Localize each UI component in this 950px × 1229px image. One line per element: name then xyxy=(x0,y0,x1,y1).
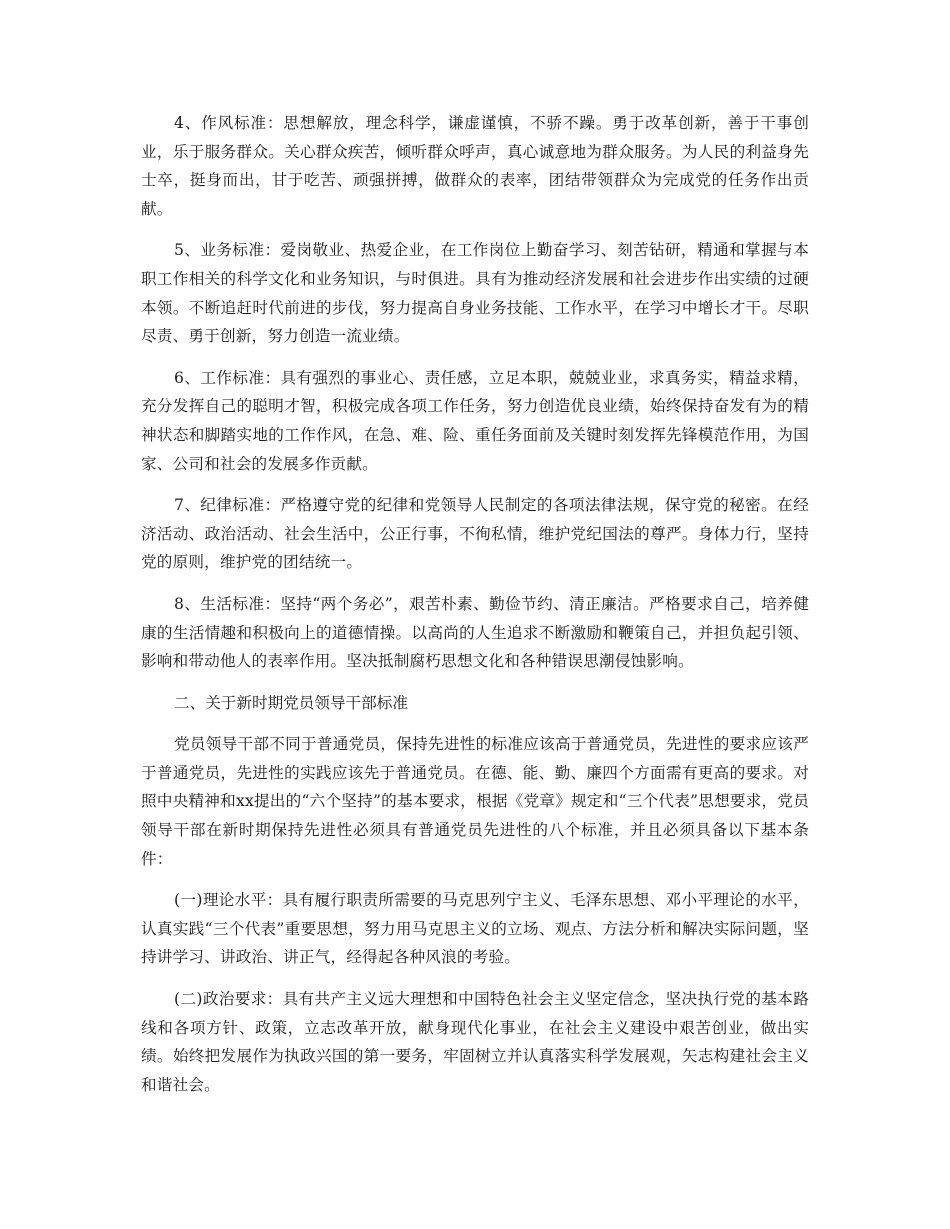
paragraph-work-standard: 6、工作标准：具有强烈的事业心、责任感，立足本职，兢兢业业，求真务实，精益求精，充分发挥自己的聪明才智，积极完成各项工作任务，努力创造优良业绩，始终保持奋发有为的精神状态和脚踏实地的工作作风，在急、难、险、重任务面前及关键时刻发挥先锋模范作用，为国家、公司和社会的发展多作贡献。 xyxy=(141,368,809,473)
paragraph-life-standard: 8、生活标准：坚持“两个务必”，艰苦朴素、勤俭节约、清正廉洁。严格要求自己，培养健康的生活情趣和积极向上的道德情操。以高尚的人生追求不断激励和鞭策自己，并担负起引领、影响和带动他人的表率作用。坚决抵制腐朽思想文化和各种错误思潮侵蚀影响。 xyxy=(141,594,809,671)
section-heading: 二、关于新时期党员领导干部标准 xyxy=(174,693,408,712)
paragraph-work-style-standard: 4、作风标准：思想解放，理念科学，谦虚谨慎，不骄不躁。勇于改革创新，善于干事创业，乐于服务群众。关心群众疾苦，倾听群众呼声，真心诚意地为群众服务。为人民的利益身先士卒，挺身而出，甘于吃苦、顽强拼搏，做群众的表率，团结带领群众为完成党的任务作出贡献。 xyxy=(141,114,809,218)
paragraph-discipline-standard: 7、纪律标准：严格遵守党的纪律和党领导人民制定的各项法律法规，保守党的秘密。在经济活动、政治活动、社会生活中，公正行事，不徇私情，维护党纪国法的尊严。身体力行，坚持党的原则，维护党的团结统一。 xyxy=(141,496,809,572)
paragraph-business-standard: 5、业务标准：爱岗敬业、热爱企业，在工作岗位上勤奋学习、刻苦钻研，精通和掌握与本职工作相关的科学文化和业务知识，与时俱进。具有为推动经济发展和社会进步作出实绩的过硬本领。不断追赶时代前进的步伐，努力提高自身业务技能、工作水平，在学习中增长才干。尽职尽责、勇于创新，努力创造一流业绩。 xyxy=(141,241,809,346)
paragraph-leader-intro: 党员领导干部不同于普通党员，保持先进性的标准应该高于普通党员，先进性的要求应该严于普通党员，先进性的实践应该先于普通党员。在德、能、勤、廉四个方面需有更高的要求。对照中央精神和xx提出的“六个坚持”的基本要求，根据《党章》规定和“三个代表”思想要求，党员领导干部在新时期保持先进性必须具有普通党员先进性的八个标准，并且必须具备以下基本条件： xyxy=(141,735,809,868)
paragraph-political-requirement: (二)政治要求：具有共产主义远大理想和中国特色社会主义坚定信念，坚决执行党的基本路线和各项方针、政策，立志改革开放，献身现代化事业，在社会主义建设中艰苦创业，做出实绩。始终把发展作为执政兴国的第一要务，牢固树立并认真落实科学发展观，矢志构建社会主义和谐社会。 xyxy=(141,990,809,1094)
paragraph-theory-level: (一)理论水平：具有履行职责所需要的马克思列宁主义、毛泽东思想、邓小平理论的水平，认真实践“三个代表”重要思想，努力用马克思主义的立场、观点、方法分析和解决实际问题，坚持讲学习、讲政治、讲正气，经得起各种风浪的考验。 xyxy=(141,891,809,967)
document-page xyxy=(141,109,809,1112)
